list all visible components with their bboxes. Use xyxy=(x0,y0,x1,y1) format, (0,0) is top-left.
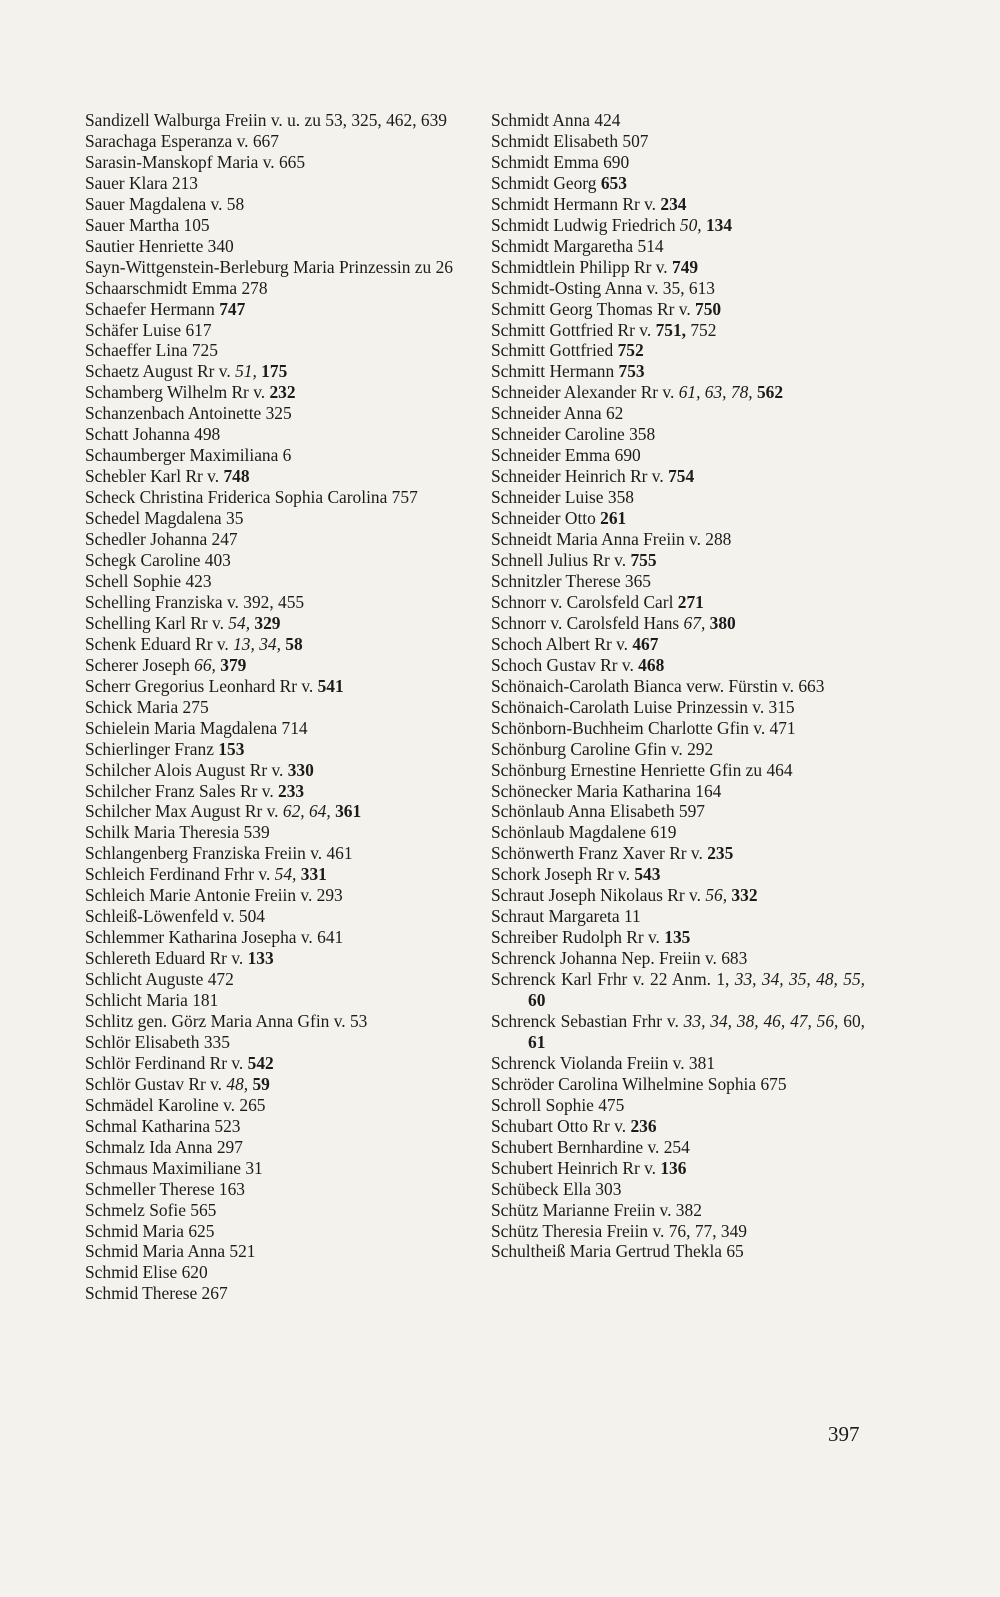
index-entry: Schaarschmidt Emma 278 xyxy=(85,277,268,298)
index-entry: Schmädel Karoline v. 265 xyxy=(85,1094,266,1115)
index-entry: Schmidtlein Philipp Rr v. 749 xyxy=(491,256,699,277)
index-entry: Schönaich-Carolath Bianca verw. Fürstin v. 663 xyxy=(491,675,825,696)
index-entry: Schneider Luise 358 xyxy=(491,487,634,508)
index-entry: Schick Maria 275 xyxy=(85,696,209,717)
index-entry: Schneider Heinrich Rr v. 754 xyxy=(491,466,695,487)
index-entry: Schelling Franziska v. 392, 455 xyxy=(85,591,305,612)
index-entry: Schubart Otto Rr v. 236 xyxy=(491,1115,657,1136)
index-entry: Schäfer Luise 617 xyxy=(85,319,212,340)
index-entry: Schmal Katharina 523 xyxy=(85,1115,241,1136)
index-entry: Schmaus Maximiliane 31 xyxy=(85,1157,263,1178)
index-entry: Scherr Gregorius Leonhard Rr v. 541 xyxy=(85,675,344,696)
index-entry: Schneider Caroline 358 xyxy=(491,424,656,445)
page-number: 397 xyxy=(828,1422,860,1446)
index-entry: Schleich Marie Antonie Freiin v. 293 xyxy=(85,885,343,906)
index-entry: Schell Sophie 423 xyxy=(85,570,212,591)
index-entry: Schmitt Gottfried Rr v. 751, 752 xyxy=(491,319,717,340)
index-entry: Schroll Sophie 475 xyxy=(491,1094,625,1115)
index-entry: Schraut Joseph Nikolaus Rr v. 56, 332 xyxy=(491,885,758,906)
index-entry: Schmidt Hermann Rr v. 234 xyxy=(491,193,687,214)
index-entry: Schneider Alexander Rr v. 61, 63, 78, 562 xyxy=(491,382,784,403)
index-entry: Schlicht Auguste 472 xyxy=(85,969,234,990)
index-entry: Sarachaga Esperanza v. 667 xyxy=(85,130,279,151)
index-entry: Schönecker Maria Katharina 164 xyxy=(491,780,722,801)
index-entry: Schmid Maria 625 xyxy=(85,1220,215,1241)
index-entry: Schnorr v. Carolsfeld Hans 67, 380 xyxy=(491,612,736,633)
index-column-left xyxy=(85,110,461,1304)
index-entry: Schlicht Maria 181 xyxy=(85,990,219,1011)
index-entry: Schmitt Hermann 753 xyxy=(491,361,645,382)
index-entry: Schröder Carolina Wilhelmine Sophia 675 xyxy=(491,1073,787,1094)
index-entry: Schrenck Violanda Freiin v. 381 xyxy=(491,1052,716,1073)
index-entry: Sarasin-Manskopf Maria v. 665 xyxy=(85,151,306,172)
index-entry: Schanzenbach Antoinette 325 xyxy=(85,403,292,424)
index-entry: Schnell Julius Rr v. 755 xyxy=(491,550,657,571)
index-entry: Schütz Theresia Freiin v. 76, 77, 349 xyxy=(491,1220,747,1241)
index-entry: Schmidt-Osting Anna v. 35, 613 xyxy=(491,277,715,298)
index-entry: Sautier Henriette 340 xyxy=(85,235,234,256)
index-entry: Schleich Ferdinand Frhr v. 54, 331 xyxy=(85,864,327,885)
index-entry: Schlör Gustav Rr v. 48, 59 xyxy=(85,1073,270,1094)
index-entry: Schönlaub Magdalene 619 xyxy=(491,822,677,843)
index-entry: Schönwerth Franz Xaver Rr v. 235 xyxy=(491,843,734,864)
index-entry: Schilcher Max August Rr v. 62, 64, 361 xyxy=(85,801,362,822)
index-entry: Schlemmer Katharina Josepha v. 641 xyxy=(85,927,344,948)
index-entry: Schedler Johanna 247 xyxy=(85,529,238,550)
index-entry: Schmidt Margaretha 514 xyxy=(491,235,664,256)
index-entry: Sandizell Walburga Freiin v. u. zu 53, 325, 462, 639 xyxy=(85,110,447,130)
index-entry: Schlör Ferdinand Rr v. 542 xyxy=(85,1052,274,1073)
index-entry: Schmelz Sofie 565 xyxy=(85,1199,217,1220)
index-entry: Schraut Margareta 11 xyxy=(491,906,641,927)
index-entry: Schaefer Hermann 747 xyxy=(85,298,246,319)
index-entry: Schrenck Sebastian Frhr v. 33, 34, 38, 46, 47, 56, 60, 61 xyxy=(491,1010,866,1052)
index-column-right xyxy=(491,110,865,1262)
index-entry: Schubert Bernhardine v. 254 xyxy=(491,1136,690,1157)
index-entry: Schönaich-Carolath Luise Prinzessin v. 315 xyxy=(491,696,795,717)
index-entry: Sauer Klara 213 xyxy=(85,172,198,193)
index-entry: Schönlaub Anna Elisabeth 597 xyxy=(491,801,705,822)
index-entry: Schebler Karl Rr v. 748 xyxy=(85,466,250,487)
index-entry: Schönborn-Buchheim Charlotte Gfin v. 471 xyxy=(491,717,796,738)
index-entry: Schütz Marianne Freiin v. 382 xyxy=(491,1199,702,1220)
index-entry: Schedel Magdalena 35 xyxy=(85,508,244,529)
index-entry: Schneider Anna 62 xyxy=(491,403,624,424)
index-entry: Schreiber Rudolph Rr v. 135 xyxy=(491,927,691,948)
index-entry: Schilcher Franz Sales Rr v. 233 xyxy=(85,780,305,801)
index-entry: Schmeller Therese 163 xyxy=(85,1178,246,1199)
index-entry: Schmalz Ida Anna 297 xyxy=(85,1136,243,1157)
index-entry: Schierlinger Franz 153 xyxy=(85,738,245,759)
index-entry: Sauer Martha 105 xyxy=(85,214,210,235)
index-entry: Schmitt Gottfried 752 xyxy=(491,340,644,361)
index-entry: Schübeck Ella 303 xyxy=(491,1178,622,1199)
index-entry: Schubert Heinrich Rr v. 136 xyxy=(491,1157,687,1178)
index-entry: Schrenck Karl Frhr v. 22 Anm. 1, 33, 34, 35, 48, 55, 60 xyxy=(491,969,865,1011)
index-entry: Schmid Therese 267 xyxy=(85,1283,228,1304)
index-entry: Sayn-Wittgenstein-Berleburg Maria Prinzessin zu 26 xyxy=(85,256,453,277)
index-entry: Schaumberger Maximiliana 6 xyxy=(85,445,292,466)
index-entry: Schielein Maria Magdalena 714 xyxy=(85,717,308,738)
index-entry: Schmidt Ludwig Friedrich 50, 134 xyxy=(491,214,733,235)
index-entry: Schaeffer Lina 725 xyxy=(85,340,218,361)
index-entry: Schenk Eduard Rr v. 13, 34, 58 xyxy=(85,633,303,654)
index-entry: Schultheiß Maria Gertrud Thekla 65 xyxy=(491,1241,744,1262)
index-entry: Schork Joseph Rr v. 543 xyxy=(491,864,661,885)
index-entry: Schoch Albert Rr v. 467 xyxy=(491,633,659,654)
index-entry: Schneider Otto 261 xyxy=(491,508,627,529)
index-entry: Sauer Magdalena v. 58 xyxy=(85,193,245,214)
index-entry: Schleiß-Löwenfeld v. 504 xyxy=(85,906,265,927)
index-entry: Schnorr v. Carolsfeld Carl 271 xyxy=(491,591,704,612)
index-entry: Schmid Maria Anna 521 xyxy=(85,1241,256,1262)
index-entry: Schneidt Maria Anna Freiin v. 288 xyxy=(491,529,732,550)
index-entry: Schmidt Georg 653 xyxy=(491,172,627,193)
index-entry: Scheck Christina Friderica Sophia Carolina 757 xyxy=(85,487,418,508)
index-entry: Schrenck Johanna Nep. Freiin v. 683 xyxy=(491,948,748,969)
index-entry: Schmid Elise 620 xyxy=(85,1262,208,1283)
index-entry: Schilcher Alois August Rr v. 330 xyxy=(85,759,314,780)
index-entry: Schatt Johanna 498 xyxy=(85,424,221,445)
index-entry: Schlör Elisabeth 335 xyxy=(85,1031,230,1052)
index-entry: Schmitt Georg Thomas Rr v. 750 xyxy=(491,298,722,319)
index-entry: Schaetz August Rr v. 51, 175 xyxy=(85,361,288,382)
index-entry: Schegk Caroline 403 xyxy=(85,550,231,571)
index-entry: Schlereth Eduard Rr v. 133 xyxy=(85,948,274,969)
index-entry: Schönburg Ernestine Henriette Gfin zu 464 xyxy=(491,759,793,780)
index-entry: Schamberg Wilhelm Rr v. 232 xyxy=(85,382,296,403)
index-entry: Schmidt Elisabeth 507 xyxy=(491,130,649,151)
index-entry: Schmidt Anna 424 xyxy=(491,110,621,130)
index-entry: Schlangenberg Franziska Freiin v. 461 xyxy=(85,843,353,864)
index-entry: Scherer Joseph 66, 379 xyxy=(85,654,247,675)
index-entry: Schmidt Emma 690 xyxy=(491,151,630,172)
index-entry: Schilk Maria Theresia 539 xyxy=(85,822,270,843)
index-entry: Schönburg Caroline Gfin v. 292 xyxy=(491,738,714,759)
index-entry: Schoch Gustav Rr v. 468 xyxy=(491,654,665,675)
index-entry: Schlitz gen. Görz Maria Anna Gfin v. 53 xyxy=(85,1010,368,1031)
index-entry: Schelling Karl Rr v. 54, 329 xyxy=(85,612,281,633)
index-entry: Schnitzler Therese 365 xyxy=(491,570,652,591)
index-entry: Schneider Emma 690 xyxy=(491,445,641,466)
